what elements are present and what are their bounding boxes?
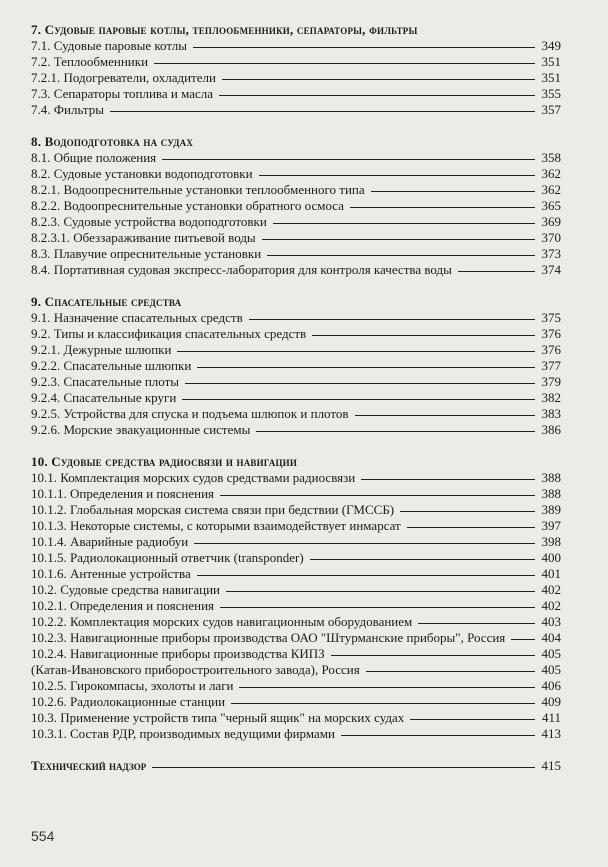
leader-line <box>400 511 535 512</box>
entry-label: 10.1.2. Глобальная морская система связи при бедствии (ГМССБ) <box>31 502 395 517</box>
entry-page: 398 <box>541 534 561 549</box>
leader-line <box>312 335 535 336</box>
leader-line <box>182 399 535 400</box>
toc-entry <box>31 310 561 326</box>
toc-entry <box>31 566 561 582</box>
entry-label: 10.2.4. Навигационные приборы производства КИПЗ <box>31 646 325 661</box>
leader-line <box>177 351 535 352</box>
leader-line <box>273 223 535 224</box>
toc-entry <box>31 342 561 358</box>
entry-page: 411 <box>541 710 561 725</box>
toc-entry <box>31 86 561 102</box>
entry-page: 389 <box>541 502 561 517</box>
entry-page: 397 <box>541 518 561 533</box>
entry-label: 10.1.4. Аварийные радиобуи <box>31 534 189 549</box>
entry-page: 375 <box>541 310 561 325</box>
entry-label: 10.2.1. Определения и пояснения <box>31 598 215 613</box>
entry-page: 383 <box>541 406 561 421</box>
entry-label: Технический надзор <box>31 758 147 773</box>
toc-entry <box>31 598 561 614</box>
entry-label: 7.3. Сепараторы топлива и масла <box>31 86 214 101</box>
entry-label: 10.2.3. Навигационные приборы производства ОАО "Штурманские приборы", Россия <box>31 630 506 645</box>
leader-line <box>249 319 535 320</box>
entry-page: 382 <box>541 390 561 405</box>
leader-line <box>256 431 535 432</box>
entry-page: 358 <box>541 150 561 165</box>
leader-line <box>154 63 535 64</box>
toc-entry <box>31 358 561 374</box>
leader-line <box>407 527 535 528</box>
leader-line <box>350 207 535 208</box>
leader-line <box>226 591 535 592</box>
entry-page: 357 <box>541 102 561 117</box>
entry-label: 10.3.1. Состав РДР, производимых ведущими фирмами <box>31 726 335 741</box>
entry-page: 355 <box>541 86 561 101</box>
toc-entry <box>31 150 561 166</box>
toc-entry <box>31 534 561 550</box>
toc-entry <box>31 470 561 486</box>
entry-label: 9.2.6. Морские эвакуационные системы <box>31 422 251 437</box>
entry-page: 415 <box>541 758 561 773</box>
toc-entry <box>31 406 561 422</box>
entry-page: 374 <box>541 262 561 277</box>
toc-entry-technical-supervision <box>31 758 561 774</box>
entry-page: 405 <box>541 646 561 661</box>
entry-page: 402 <box>541 598 561 613</box>
leader-line <box>222 79 535 80</box>
entry-page: 401 <box>541 566 561 581</box>
entry-page: 406 <box>541 678 561 693</box>
entry-page: 379 <box>541 374 561 389</box>
entry-label: (Катав-Ивановского приборостроительного завода), Россия <box>31 662 360 677</box>
entry-page: 362 <box>541 182 561 197</box>
leader-line <box>194 543 535 544</box>
entry-label: 7.1. Судовые паровые котлы <box>31 38 187 53</box>
leader-line <box>458 271 535 272</box>
toc-entry <box>31 518 561 534</box>
entry-page: 404 <box>541 630 561 645</box>
toc-entry <box>31 230 561 246</box>
section-10 <box>31 454 561 742</box>
leader-line <box>110 111 535 112</box>
leader-line <box>331 655 535 656</box>
toc-entry <box>31 374 561 390</box>
leader-line <box>152 767 535 768</box>
entry-label: 10.1.5. Радиолокационный ответчик (transponder) <box>31 550 304 565</box>
leader-line <box>410 719 535 720</box>
entry-label: 10.1.3. Некоторые системы, с которыми взаимодействует инмарсат <box>31 518 401 533</box>
entry-page: 386 <box>541 422 561 437</box>
leader-line <box>185 383 535 384</box>
entry-label: 9.2.5. Устройства для спуска и подъема шлюпок и плотов <box>31 406 349 421</box>
entry-label: 9.2. Типы и классификация спасательных средств <box>31 326 307 341</box>
page-number: 554 <box>31 828 55 844</box>
entry-page: 388 <box>541 486 561 501</box>
entry-page: 400 <box>541 550 561 565</box>
entry-label: 10.1.6. Антенные устройства <box>31 566 191 581</box>
toc-entry <box>31 182 561 198</box>
entry-label: 10.2.5. Гирокомпасы, эхолоты и лаги <box>31 678 234 693</box>
entry-label: 9.1. Назначение спасательных средств <box>31 310 243 325</box>
toc-entry <box>31 614 561 630</box>
toc-entry <box>31 486 561 502</box>
toc-entry <box>31 390 561 406</box>
leader-line <box>262 239 535 240</box>
entry-page: 403 <box>541 614 561 629</box>
leader-line <box>361 479 535 480</box>
leader-line <box>259 175 535 176</box>
entry-page: 409 <box>541 694 561 709</box>
entry-label: 10.1. Комплектация морских судов средствами радиосвязи <box>31 470 356 485</box>
toc-entry <box>31 646 561 662</box>
leader-line <box>197 367 535 368</box>
entry-label: 9.2.4. Спасательные круги <box>31 390 177 405</box>
entry-label: 10.2.6. Радиолокационные станции <box>31 694 226 709</box>
entry-label: 8.2.3. Судовые устройства водоподготовки <box>31 214 267 229</box>
entry-label: 9.2.3. Спасательные плоты <box>31 374 180 389</box>
toc-entry <box>31 38 561 54</box>
entry-label: 8.2. Судовые установки водоподготовки <box>31 166 253 181</box>
leader-line <box>231 703 535 704</box>
toc-entry <box>31 102 561 118</box>
toc-entry <box>31 326 561 342</box>
leader-line <box>267 255 535 256</box>
entry-page: 388 <box>541 470 561 485</box>
entry-label: 10.2.2. Комплектация морских судов навигационным оборудованием <box>31 614 413 629</box>
leader-line <box>193 47 535 48</box>
section-7 <box>31 22 561 118</box>
leader-line <box>371 191 535 192</box>
entry-label: 8.3. Плавучие опреснительные установки <box>31 246 262 261</box>
entry-page: 351 <box>541 70 561 85</box>
toc-entry <box>31 694 561 710</box>
toc-entry <box>31 550 561 566</box>
entry-label: 7.4. Фильтры <box>31 102 104 117</box>
leader-line <box>310 559 535 560</box>
toc-entry <box>31 70 561 86</box>
entry-page: 365 <box>541 198 561 213</box>
entry-page: 413 <box>541 726 561 741</box>
entry-page: 373 <box>541 246 561 261</box>
section-heading: 7. Судовые паровые котлы, теплообменники, сепараторы, фильтры <box>31 22 418 37</box>
final-section <box>31 758 561 774</box>
entry-page: 405 <box>541 662 561 677</box>
toc-entry <box>31 710 561 726</box>
section-heading: 8. Водоподготовка на судах <box>31 134 194 149</box>
entry-label: 9.2.1. Дежурные шлюпки <box>31 342 172 357</box>
entry-label: 10.3. Применение устройств типа "черный ящик" на морских судах <box>31 710 405 725</box>
toc-entry <box>31 54 561 70</box>
toc-entry <box>31 166 561 182</box>
leader-line <box>162 159 535 160</box>
entry-label: 8.1. Общие положения <box>31 150 157 165</box>
entry-page: 370 <box>541 230 561 245</box>
entry-label: 10.1.1. Определения и пояснения <box>31 486 215 501</box>
leader-line <box>220 607 535 608</box>
section-9 <box>31 294 561 438</box>
leader-line <box>197 575 535 576</box>
entry-page: 376 <box>541 326 561 341</box>
entry-label: 8.2.2. Водоопреснительные установки обратного осмоса <box>31 198 345 213</box>
entry-page: 362 <box>541 166 561 181</box>
section-heading: 10. Судовые средства радиосвязи и навигации <box>31 454 298 469</box>
entry-label: 7.2.1. Подогреватели, охладители <box>31 70 216 85</box>
entry-label: 7.2. Теплообменники <box>31 54 149 69</box>
leader-line <box>239 687 535 688</box>
entry-label: 8.2.1. Водоопреснительные установки теплообменного типа <box>31 182 365 197</box>
toc-entry <box>31 726 561 742</box>
section-8 <box>31 134 561 278</box>
leader-line <box>511 639 535 640</box>
entry-label: 8.4. Портативная судовая экспресс-лаборатория для контроля качества воды <box>31 262 452 277</box>
entry-page: 402 <box>541 582 561 597</box>
entry-label: 9.2.2. Спасательные шлюпки <box>31 358 192 373</box>
entry-page: 351 <box>541 54 561 69</box>
leader-line <box>220 495 535 496</box>
leader-line <box>418 623 535 624</box>
toc-entry <box>31 582 561 598</box>
leader-line <box>366 671 535 672</box>
toc-entry <box>31 502 561 518</box>
toc-entry <box>31 678 561 694</box>
entry-page: 369 <box>541 214 561 229</box>
toc-entry <box>31 662 561 678</box>
entry-page: 377 <box>541 358 561 373</box>
toc-entry <box>31 214 561 230</box>
leader-line <box>341 735 535 736</box>
toc-entry <box>31 422 561 438</box>
leader-line <box>355 415 535 416</box>
entry-page: 376 <box>541 342 561 357</box>
section-heading: 9. Спасательные средства <box>31 294 182 309</box>
entry-label: 8.2.3.1. Обеззараживание питьевой воды <box>31 230 256 245</box>
toc-entry <box>31 198 561 214</box>
table-of-contents <box>31 22 561 790</box>
leader-line <box>219 95 535 96</box>
entry-label: 10.2. Судовые средства навигации <box>31 582 221 597</box>
entry-page: 349 <box>541 38 561 53</box>
toc-entry <box>31 262 561 278</box>
toc-entry <box>31 246 561 262</box>
toc-entry <box>31 630 561 646</box>
